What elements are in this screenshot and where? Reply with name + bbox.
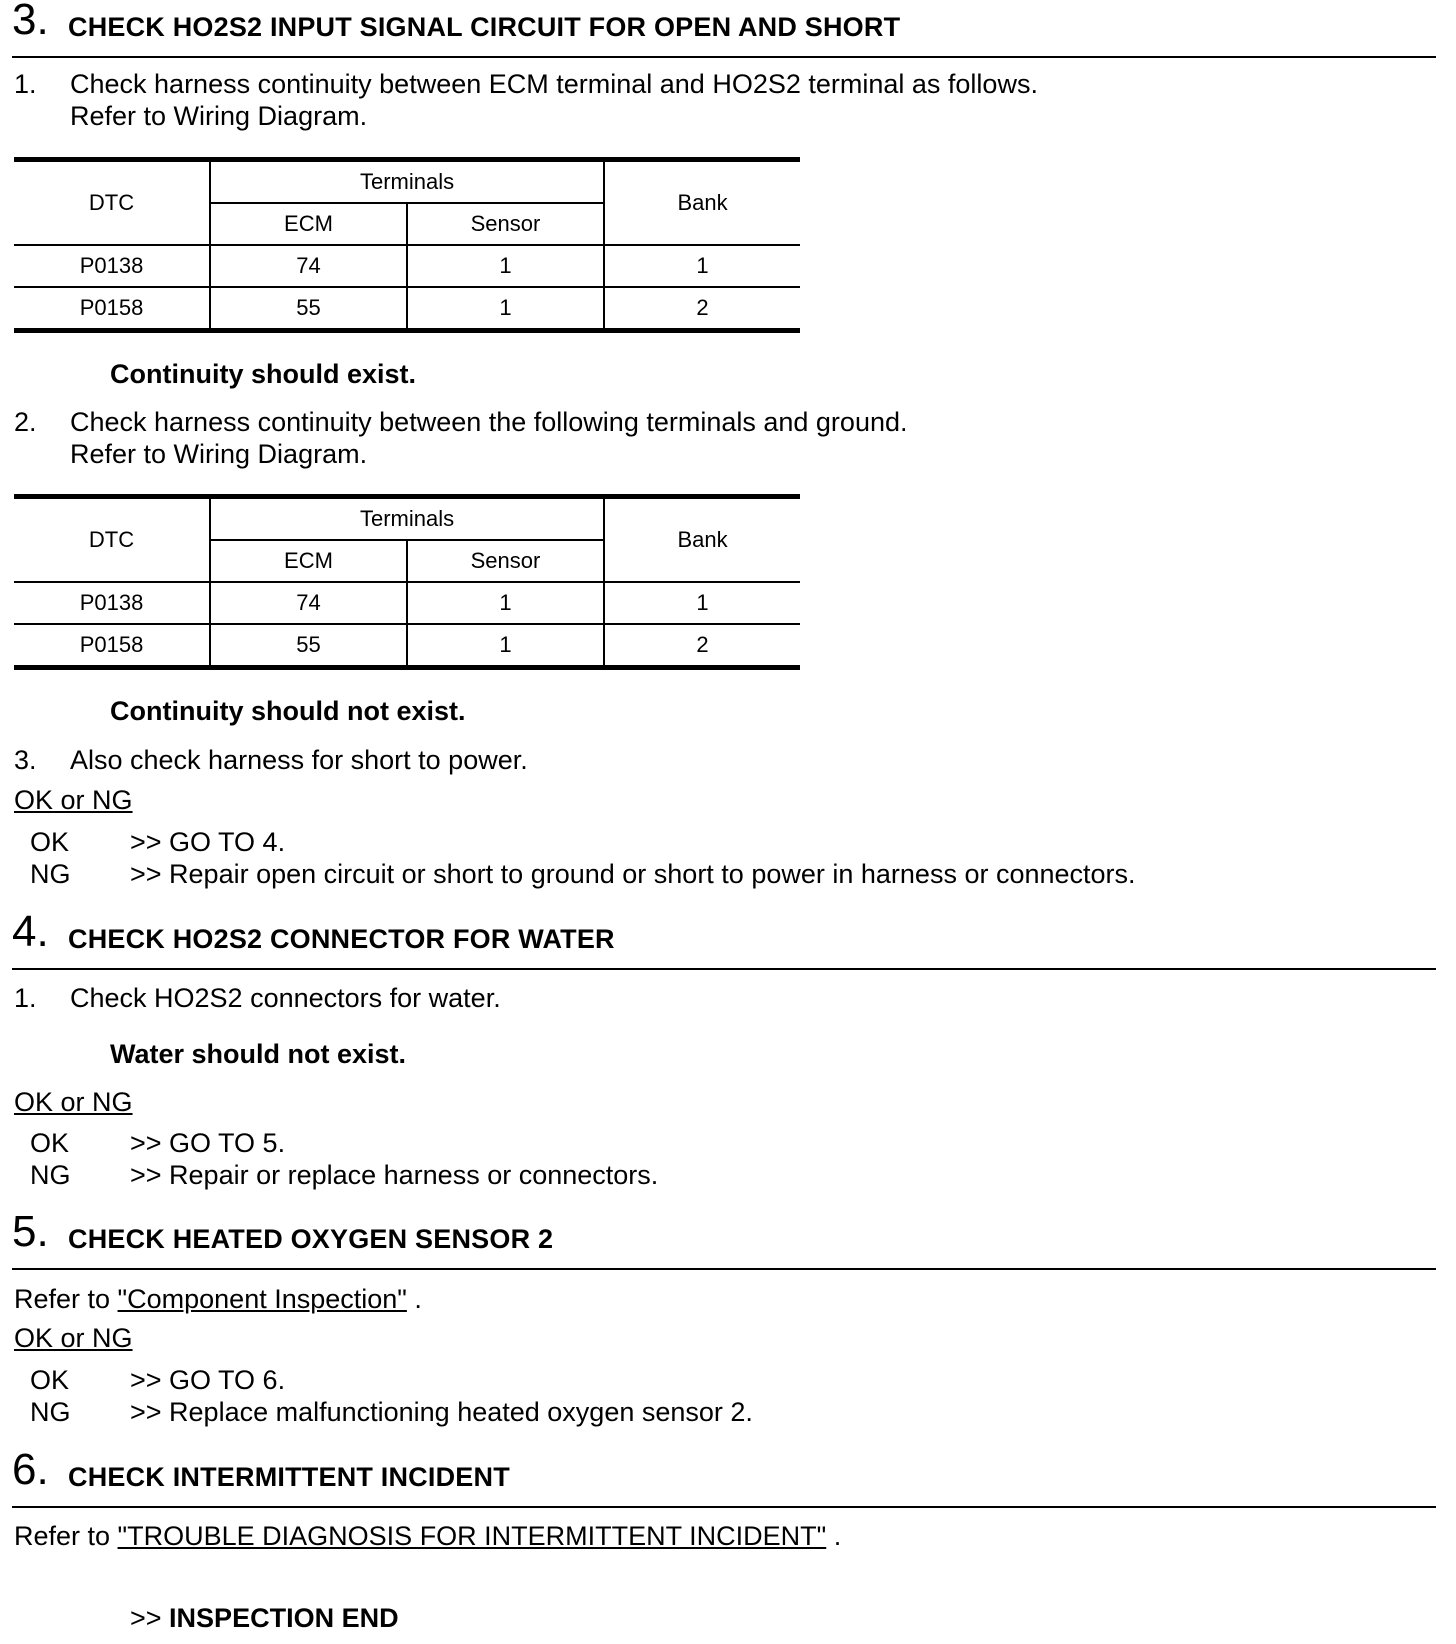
step-6-header	[12, 1445, 1436, 1508]
step-4-ng-result: >> Repair or replace harness or connectors.	[130, 1160, 659, 1190]
step-6-refer	[14, 1520, 841, 1552]
step-4-ok-label: OK	[30, 1128, 70, 1158]
table-header-terminals: Terminals	[210, 160, 604, 204]
inspection-end-prefix: >>	[130, 1603, 170, 1633]
step-3-item-3-text: Also check harness for short to power.	[70, 745, 528, 775]
inspection-end-label: INSPECTION END	[169, 1603, 399, 1633]
note-continuity-exist: Continuity should exist.	[110, 359, 417, 389]
step-5-number: 5.	[12, 1207, 49, 1256]
cell-dtc: P0158	[14, 287, 210, 331]
step-4-item-1-text: Check HO2S2 connectors for water.	[70, 983, 501, 1013]
step-5-ok-label: OK	[30, 1365, 70, 1395]
step-5-refer	[14, 1283, 422, 1315]
step-6-number: 6.	[12, 1445, 49, 1494]
step-4-number: 4.	[12, 907, 49, 956]
table-header-dtc: DTC	[14, 160, 210, 246]
cell-sensor: 1	[407, 624, 604, 668]
cell-bank: 2	[604, 624, 800, 668]
cell-dtc: P0138	[14, 582, 210, 624]
step-3-number: 3.	[12, 0, 49, 44]
step-4-ok-or-ng: OK or NG	[14, 1087, 133, 1117]
intermittent-incident-link[interactable]: "TROUBLE DIAGNOSIS FOR INTERMITTENT INCIDENT"	[117, 1521, 827, 1551]
refer-suffix: .	[406, 1284, 422, 1314]
refer-suffix: .	[826, 1521, 842, 1551]
cell-dtc: P0158	[14, 624, 210, 668]
step-4-ng-label: NG	[30, 1160, 71, 1190]
step-3-title: CHECK HO2S2 INPUT SIGNAL CIRCUIT FOR OPEN AND SHORT	[68, 12, 901, 42]
cell-sensor: 1	[407, 245, 604, 287]
cell-dtc: P0138	[14, 245, 210, 287]
note-continuity-not-exist: Continuity should not exist.	[110, 696, 466, 726]
table-header-terminals: Terminals	[210, 497, 604, 541]
step-3-item-2-refer: Refer to Wiring Diagram.	[70, 439, 368, 469]
step-5-ok-result: >> GO TO 6.	[130, 1365, 286, 1395]
table-header-sensor: Sensor	[407, 203, 604, 245]
table-header-bank: Bank	[604, 497, 800, 583]
cell-bank: 2	[604, 287, 800, 331]
table-row	[14, 245, 800, 287]
table-row	[14, 624, 800, 668]
step-5-ng-label: NG	[30, 1397, 71, 1427]
cell-sensor: 1	[407, 582, 604, 624]
step-4-title: CHECK HO2S2 CONNECTOR FOR WATER	[68, 924, 615, 954]
step-3-item-1-text: Check harness continuity between ECM terminal and HO2S2 terminal as follows.	[70, 69, 1038, 99]
step-3-item-2-text: Check harness continuity between the following terminals and ground.	[70, 407, 908, 437]
step-3-header	[12, 0, 1436, 58]
table-row	[14, 287, 800, 331]
table-header-ecm: ECM	[210, 203, 407, 245]
cell-ecm: 74	[210, 245, 407, 287]
cell-ecm: 55	[210, 287, 407, 331]
refer-prefix: Refer to	[14, 1521, 118, 1551]
step-3-ng-label: NG	[30, 859, 71, 889]
step-5-ok-or-ng: OK or NG	[14, 1323, 133, 1353]
table-header-dtc: DTC	[14, 497, 210, 583]
step-3-item-1-refer: Refer to Wiring Diagram.	[70, 101, 368, 131]
table-header-ecm: ECM	[210, 540, 407, 582]
step-3-ok-or-ng: OK or NG	[14, 785, 133, 815]
step-4-header	[12, 907, 1436, 970]
cell-ecm: 74	[210, 582, 407, 624]
terminal-table-1	[14, 157, 800, 333]
step-3-item-3-number: 3.	[14, 745, 37, 775]
refer-prefix: Refer to	[14, 1284, 118, 1314]
step-4-item-1-number: 1.	[14, 983, 37, 1013]
cell-ecm: 55	[210, 624, 407, 668]
step-3-ok-result: >> GO TO 4.	[130, 827, 286, 857]
cell-sensor: 1	[407, 287, 604, 331]
step-3-item-1-number: 1.	[14, 69, 37, 99]
step-5-ng-result: >> Replace malfunctioning heated oxygen sensor 2.	[130, 1397, 753, 1427]
table-header-sensor: Sensor	[407, 540, 604, 582]
step-6-title: CHECK INTERMITTENT INCIDENT	[68, 1462, 510, 1492]
step-3-ok-label: OK	[30, 827, 70, 857]
step-4-ok-result: >> GO TO 5.	[130, 1128, 286, 1158]
table-header-bank: Bank	[604, 160, 800, 246]
step-5-title: CHECK HEATED OXYGEN SENSOR 2	[68, 1224, 554, 1254]
step-3-ng-result: >> Repair open circuit or short to ground or short to power in harness or connectors.	[130, 859, 1136, 889]
table-row	[14, 582, 800, 624]
terminal-table-2	[14, 494, 800, 670]
step-5-header	[12, 1207, 1436, 1270]
note-water-not-exist: Water should not exist.	[110, 1039, 407, 1069]
cell-bank: 1	[604, 245, 800, 287]
inspection-end	[130, 1602, 399, 1634]
step-3-item-2-number: 2.	[14, 407, 37, 437]
cell-bank: 1	[604, 582, 800, 624]
component-inspection-link[interactable]: "Component Inspection"	[117, 1284, 407, 1314]
